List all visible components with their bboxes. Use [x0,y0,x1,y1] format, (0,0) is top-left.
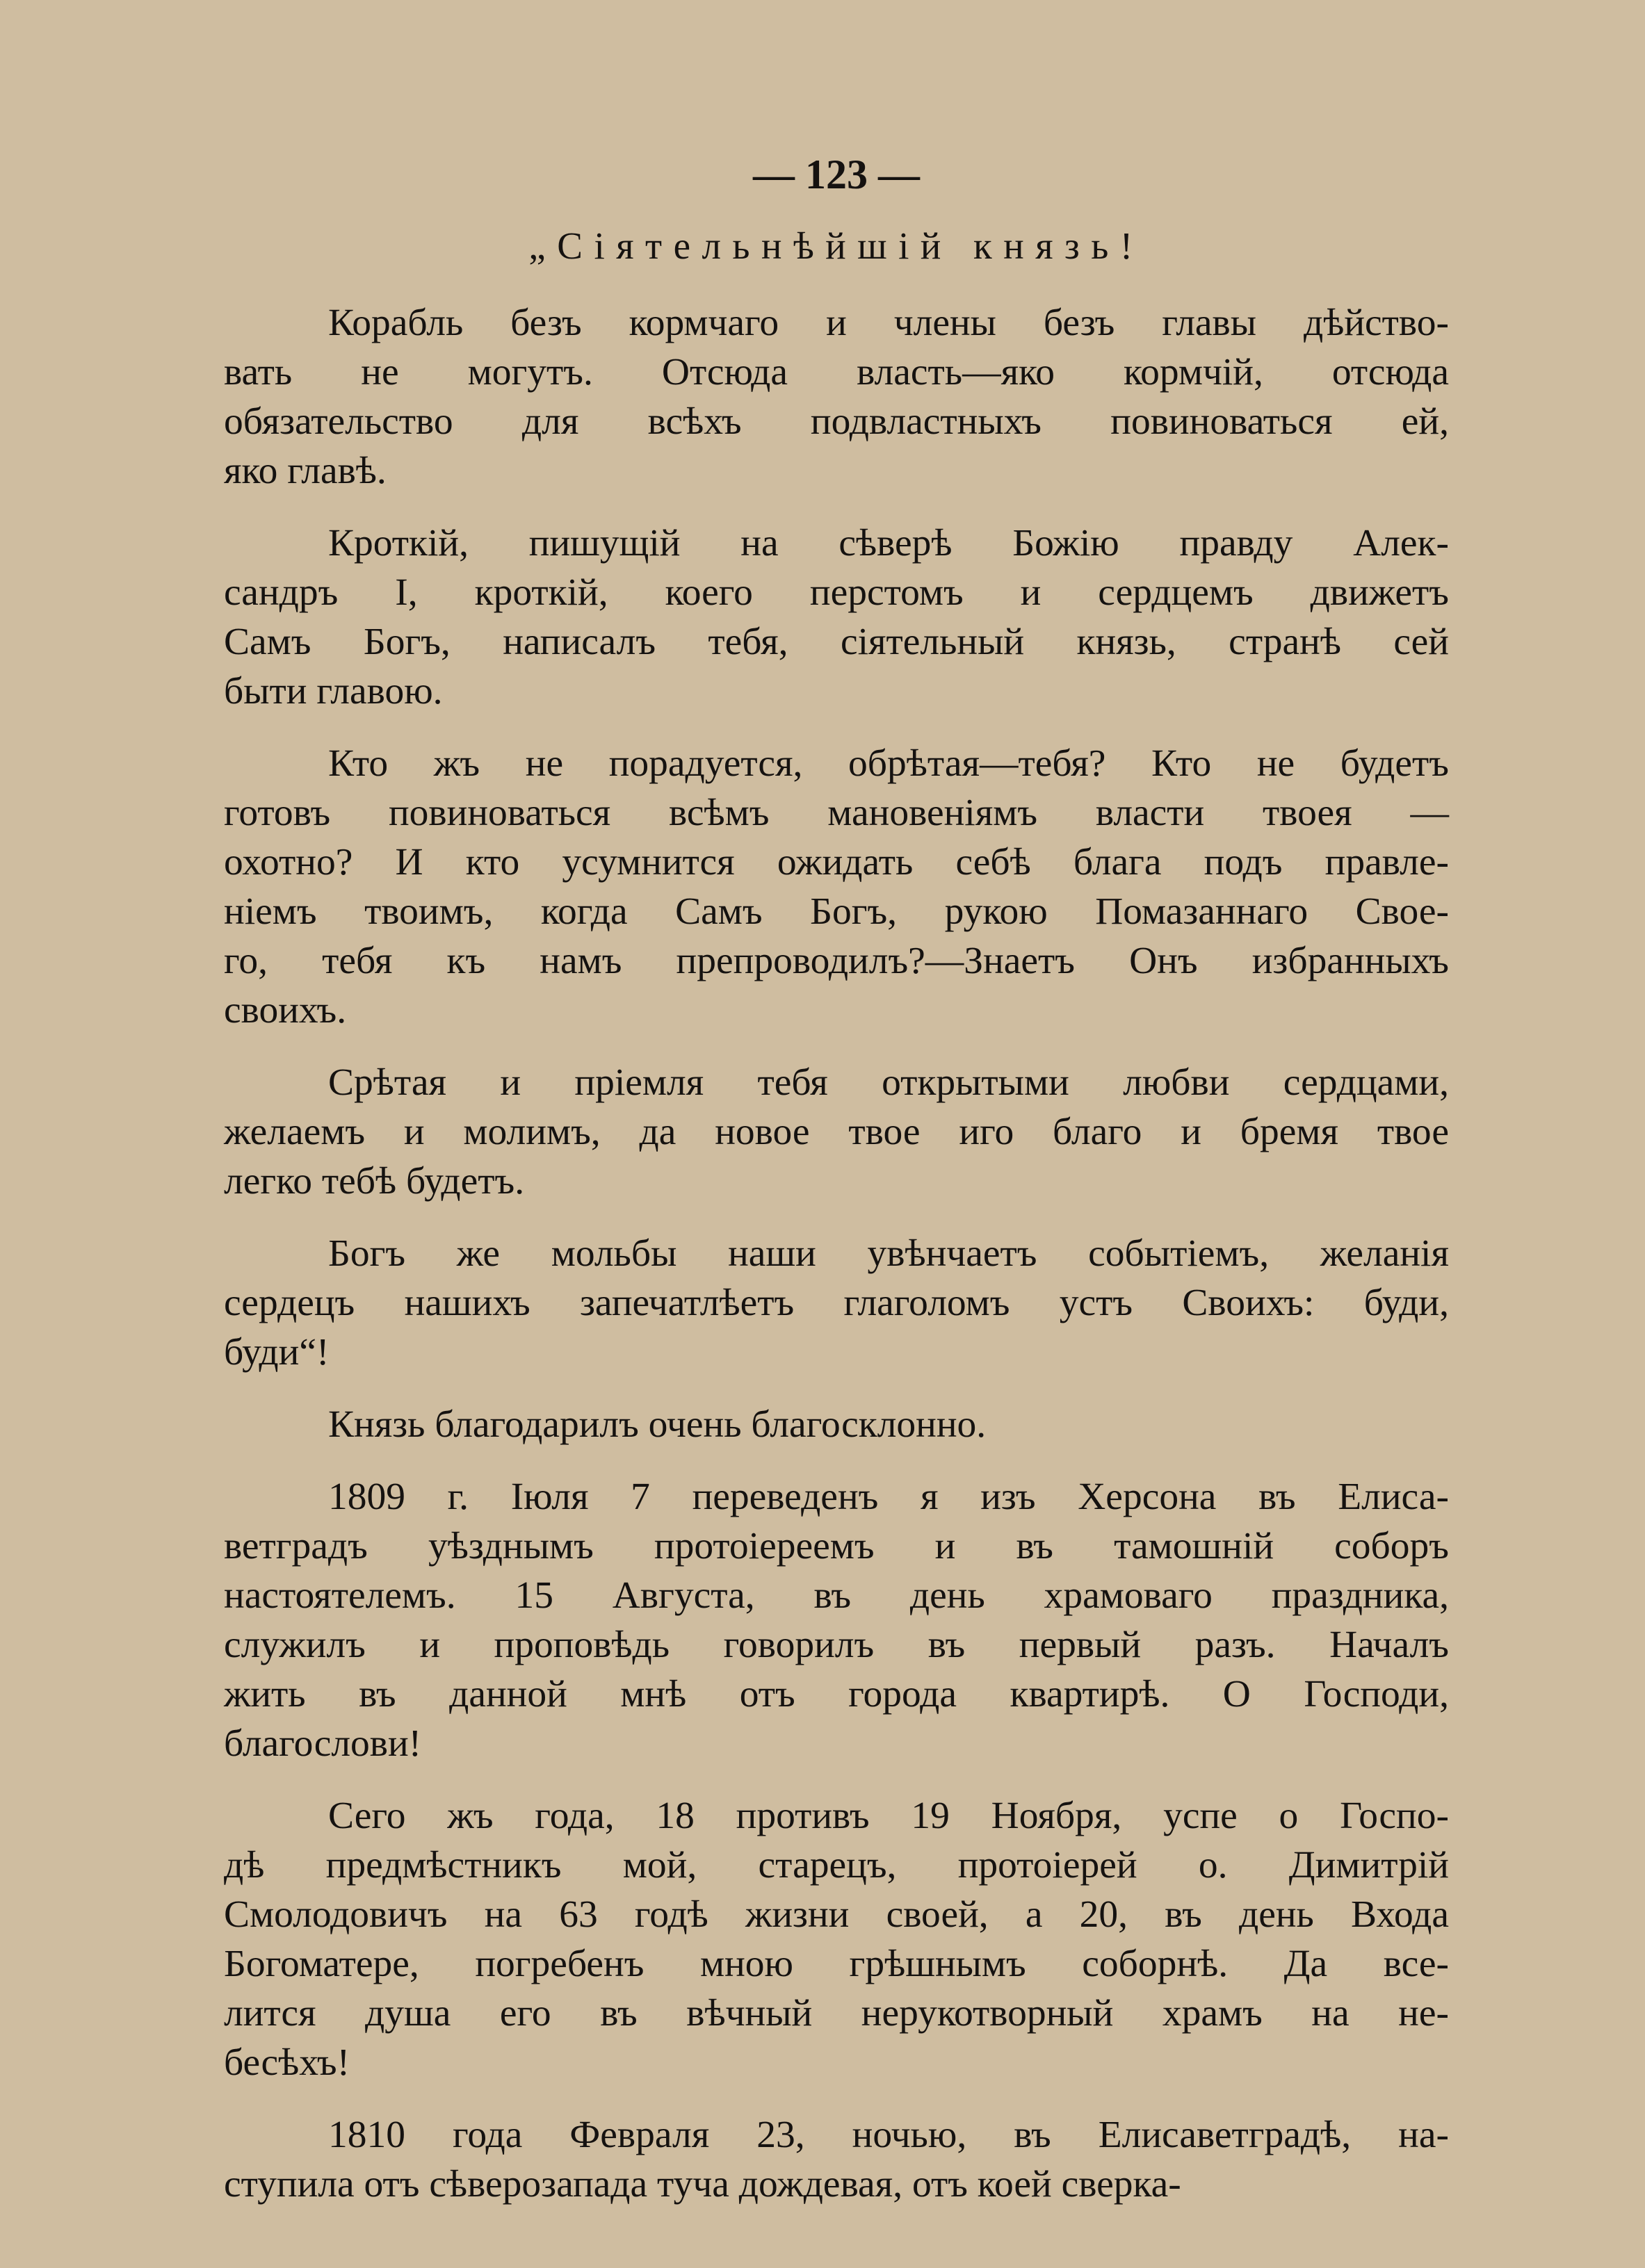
text-line: сандръ I, кроткiй, коего перстомъ и сердцемъ движетъ [224,571,1449,614]
text-line: легко тебѣ будетъ. [224,1160,525,1202]
document-page [224,149,1449,2232]
text-line: Срѣтая и прiемля тебя открытыми любви сердцами, [328,1061,1449,1104]
text-line: настоятелемъ. 15 Августа, въ день храмоваго праздника, [224,1574,1449,1617]
page-number: — 123 — [753,152,920,197]
text-line: 1810 года Февраля 23, ночью, въ Елисаветградѣ, на- [328,2114,1449,2156]
text-line: благослови! [224,1722,422,1765]
text-line: быти главою. [224,670,443,712]
text-line: сердецъ нашихъ запечатлѣетъ глаголомъ устъ Своихъ: буди, [224,1282,1449,1324]
paragraph [224,1229,1449,1377]
paragraph [224,1472,1449,1768]
text-line: яко главѣ. [224,450,387,492]
text-line: Князь благодарилъ очень благосклонно. [328,1403,987,1446]
paragraph [224,2110,1449,2209]
text-line: бесѣхъ! [224,2041,350,2084]
text-line: Смолодовичъ на 63 годѣ жизни своей, а 20, въ день Входа [224,1893,1449,1936]
text-line: Самъ Богъ, написалъ тебя, сiятельный князь, странѣ сей [224,621,1449,663]
text-line: желаемъ и молимъ, да новое твое иго благо и бремя твое [224,1111,1449,1153]
text-line: ступила отъ сѣверозапада туча дождевая, отъ коей сверка- [224,2163,1181,2205]
text-line: Кто жъ не порадуется, обрѣтая—тебя? Кто не будетъ [328,742,1449,785]
text-line: Богъ же мольбы наши увѣнчаетъ событiемъ, желанiя [328,1232,1449,1275]
paragraph [224,1058,1449,1206]
text-line: готовъ повиноваться всѣмъ мановенiямъ власти твоея — [224,792,1449,834]
text-line: нiемъ твоимъ, когда Самъ Богъ, рукою Помазаннаго Свое- [224,890,1449,933]
text-line: Кроткiй, пишущiй на сѣверѣ Божiю правду Алек- [328,522,1449,564]
paragraph [224,298,1449,496]
paragraph [224,1400,1449,1449]
text-line: своихъ. [224,989,347,1031]
text-line: буди“! [224,1331,330,1373]
text-line: Богоматере, погребенъ мною грѣшнымъ соборнѣ. Да все- [224,1943,1449,1985]
text-line: Корабль безъ кормчаго и члены безъ главы дѣйство- [328,302,1449,344]
text-line: вать не могутъ. Отсюда власть—яко кормчiй, отсюда [224,351,1449,393]
text-line: обязательство для всѣхъ подвластныхъ повиноваться ей, [224,400,1449,443]
text-line: дѣ предмѣстникъ мой, старецъ, протоiерей о. Димитрiй [224,1844,1449,1886]
text-line: охотно? И кто усумнится ожидать себѣ блага подъ правле- [224,841,1449,883]
body-text [224,298,1449,2209]
salutation: „Сiятельнѣйшiй князь! [528,225,1144,267]
text-line: жить въ данной мнѣ отъ города квартирѣ. О Господи, [224,1673,1449,1715]
paragraph [224,519,1449,716]
paragraph [224,739,1449,1035]
text-line: Сего жъ года, 18 противъ 19 Ноября, успе о Госпо- [328,1795,1449,1837]
text-line: 1809 г. Iюля 7 переведенъ я изъ Херсона въ Елиса- [328,1476,1449,1518]
paragraph [224,1791,1449,2087]
text-line: служилъ и проповѣдь говорилъ въ первый разъ. Началъ [224,1624,1449,1666]
text-line: ветградъ уѣзднымъ протоiереемъ и въ тамошнiй соборъ [224,1525,1449,1567]
text-line: лится душа его въ вѣчный нерукотворный храмъ на не- [224,1992,1449,2034]
text-line: го, тебя къ намъ препроводилъ?—Знаетъ Онъ избранныхъ [224,940,1449,982]
